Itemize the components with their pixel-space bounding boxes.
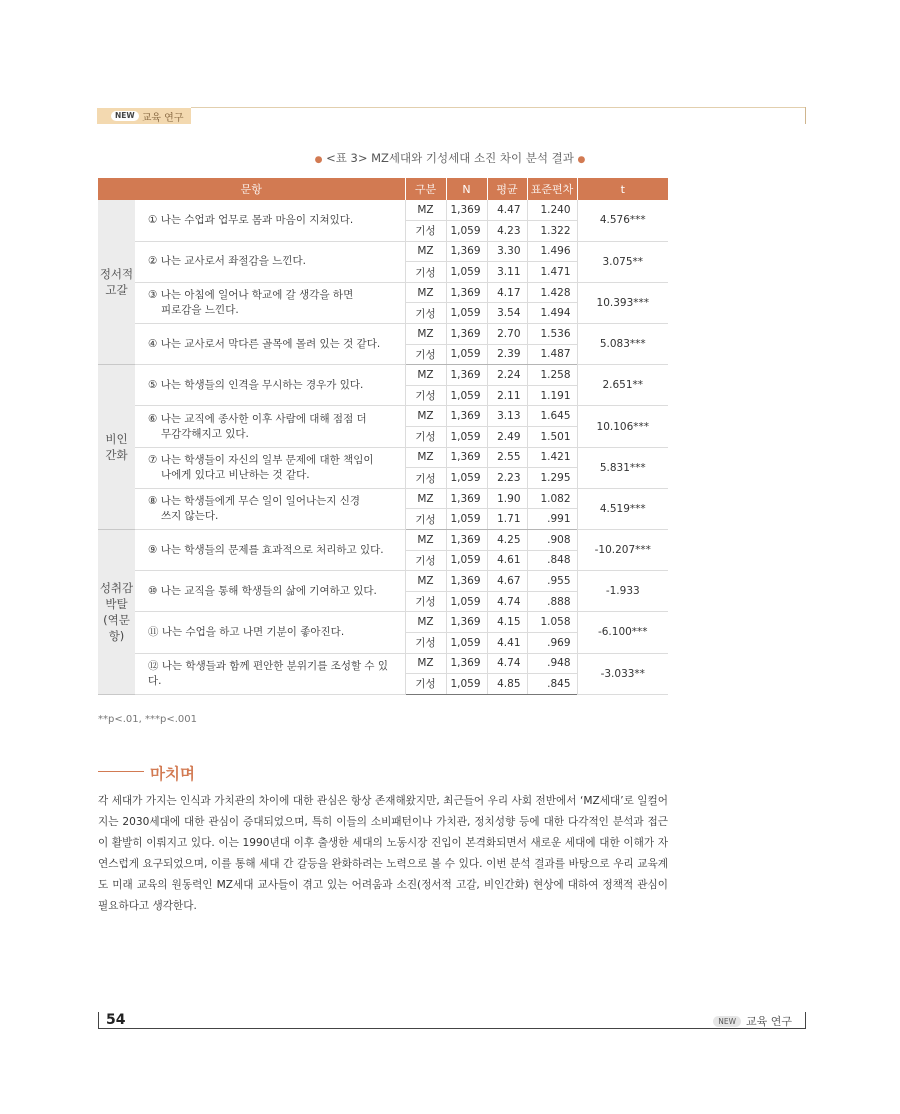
page-number: 54 — [106, 1012, 126, 1028]
footer-brand — [713, 1013, 792, 1029]
cell-n: 1,059 — [446, 509, 487, 530]
cell-mean: 1.71 — [487, 509, 527, 530]
cell-sd: 1.421 — [527, 447, 577, 468]
cell-group: MZ — [405, 241, 446, 262]
footer-rule — [98, 1028, 806, 1029]
table-row — [98, 447, 668, 468]
significance-note: **p<.01, ***p<.001 — [98, 714, 197, 725]
cell-group: MZ — [405, 530, 446, 551]
group-label-line: 박탈 — [105, 596, 128, 611]
table-row — [98, 571, 668, 592]
header-rule — [191, 107, 805, 108]
cell-group: MZ — [405, 571, 446, 592]
cell-group: 기성 — [405, 221, 446, 242]
cell-t: -1.933 — [577, 571, 668, 612]
header-label: 교육 연구 — [141, 112, 184, 124]
group-label-line: 간화 — [105, 448, 128, 463]
burnout-table — [98, 178, 668, 695]
table-row — [98, 200, 668, 221]
caption-text: <표 3> MZ세대와 기성세대 소진 차이 분석 결과 — [326, 151, 574, 165]
cell-mean: 4.41 — [487, 632, 527, 653]
new-badge: NEW — [111, 111, 139, 121]
cell-n: 1,369 — [446, 530, 487, 551]
cell-mean: 2.70 — [487, 324, 527, 345]
item-text — [135, 200, 405, 241]
cell-mean: 2.11 — [487, 385, 527, 406]
header-t: t — [577, 178, 668, 200]
cell-mean: 4.17 — [487, 282, 527, 303]
cell-group: MZ — [405, 447, 446, 468]
group-label — [98, 200, 135, 365]
cell-n: 1,369 — [446, 282, 487, 303]
cell-mean: 3.54 — [487, 303, 527, 324]
cell-n: 1,059 — [446, 550, 487, 571]
item-text-line: ⑫ 나는 학생들과 함께 편안한 분위기를 조성할 수 있다. — [148, 659, 389, 687]
cell-group: MZ — [405, 653, 446, 674]
cell-mean: 4.23 — [487, 221, 527, 242]
cell-t: 10.106*** — [577, 406, 668, 447]
table-row — [98, 530, 668, 551]
item-text — [135, 488, 405, 529]
group-label-line: 고갈 — [105, 283, 128, 298]
cell-group: MZ — [405, 324, 446, 345]
item-text-line: ⑥ 나는 교직에 종사한 이후 사람에 대해 점점 더 — [148, 412, 367, 425]
item-text-line: ⑦ 나는 학생들이 자신의 일부 문제에 대한 책임이 — [148, 453, 374, 466]
cell-t: 2.651** — [577, 365, 668, 406]
group-label-line: (역문항) — [103, 612, 130, 643]
cell-mean: 2.24 — [487, 365, 527, 386]
cell-group: 기성 — [405, 262, 446, 283]
cell-t: 4.519*** — [577, 488, 668, 529]
item-text — [135, 324, 405, 365]
cell-mean: 4.25 — [487, 530, 527, 551]
cell-group: MZ — [405, 282, 446, 303]
cell-group: 기성 — [405, 427, 446, 448]
cell-group: 기성 — [405, 344, 446, 365]
item-text-line: ③ 나는 아침에 일어나 학교에 갈 생각을 하면 — [148, 288, 354, 301]
table-row — [98, 653, 668, 674]
cell-t: 5.083*** — [577, 324, 668, 365]
cell-n: 1,369 — [446, 406, 487, 427]
table-row — [98, 241, 668, 262]
table-row — [98, 406, 668, 427]
cell-sd: .888 — [527, 591, 577, 612]
cell-sd: 1.496 — [527, 241, 577, 262]
cell-n: 1,059 — [446, 262, 487, 283]
cell-sd: 1.191 — [527, 385, 577, 406]
cell-n: 1,059 — [446, 468, 487, 489]
item-text — [135, 365, 405, 406]
cell-mean: 4.67 — [487, 571, 527, 592]
cell-mean: 4.15 — [487, 612, 527, 633]
item-text-line: ⑨ 나는 학생들의 문제를 효과적으로 처리하고 있다. — [148, 543, 384, 556]
cell-sd: 1.428 — [527, 282, 577, 303]
table-caption — [0, 150, 900, 166]
header-sd: 표준편차 — [527, 178, 577, 200]
cell-sd: 1.494 — [527, 303, 577, 324]
cell-mean: 4.61 — [487, 550, 527, 571]
cell-n: 1,059 — [446, 303, 487, 324]
header-item: 문항 — [98, 178, 405, 200]
bullet-icon: ● — [314, 155, 323, 165]
cell-n: 1,059 — [446, 632, 487, 653]
cell-group: 기성 — [405, 303, 446, 324]
section-rule — [98, 771, 144, 772]
table-row — [98, 365, 668, 386]
item-text-line: ④ 나는 교사로서 막다른 골목에 몰려 있는 것 같다. — [148, 337, 381, 350]
group-label — [98, 365, 135, 530]
group-label-line: 비인 — [105, 432, 128, 447]
cell-sd: .991 — [527, 509, 577, 530]
cell-sd: 1.471 — [527, 262, 577, 283]
cell-n: 1,369 — [446, 365, 487, 386]
cell-n: 1,059 — [446, 674, 487, 695]
cell-group: 기성 — [405, 632, 446, 653]
cell-n: 1,059 — [446, 385, 487, 406]
new-badge: NEW — [713, 1016, 741, 1027]
item-text — [135, 447, 405, 488]
item-text-line: ⑤ 나는 학생들의 인격을 무시하는 경우가 있다. — [148, 378, 364, 391]
cell-sd: 1.058 — [527, 612, 577, 633]
item-text-line: 나에게 있다고 비난하는 것 같다. — [161, 468, 310, 481]
cell-sd: 1.295 — [527, 468, 577, 489]
cell-group: 기성 — [405, 674, 446, 695]
item-text-line: ⑪ 나는 수업을 하고 나면 기분이 좋아진다. — [148, 625, 345, 638]
cell-n: 1,059 — [446, 221, 487, 242]
table-body — [98, 200, 668, 694]
table-row — [98, 488, 668, 509]
item-text-line: ① 나는 수업과 업무로 몸과 마음이 지쳐있다. — [148, 213, 354, 226]
item-text-line: ② 나는 교사로서 좌절감을 느낀다. — [148, 255, 306, 268]
cell-group: 기성 — [405, 550, 446, 571]
cell-t: -3.033** — [577, 653, 668, 694]
group-label-line: 성취감 — [99, 580, 134, 595]
cell-n: 1,369 — [446, 241, 487, 262]
cell-sd: .969 — [527, 632, 577, 653]
cell-mean: 2.55 — [487, 447, 527, 468]
cell-sd: .955 — [527, 571, 577, 592]
item-text — [135, 530, 405, 571]
cell-n: 1,369 — [446, 653, 487, 674]
item-text — [135, 282, 405, 323]
cell-t: 5.831*** — [577, 447, 668, 488]
item-text-line: 무감각해지고 있다. — [161, 427, 249, 440]
cell-n: 1,369 — [446, 571, 487, 592]
cell-sd: 1.258 — [527, 365, 577, 386]
item-text-line: ⑧ 나는 학생들에게 무슨 일이 일어나는지 신경 — [148, 494, 361, 507]
table-header-row — [98, 178, 668, 200]
cell-sd: 1.082 — [527, 488, 577, 509]
cell-sd: 1.645 — [527, 406, 577, 427]
section-title: 마치며 — [150, 765, 195, 783]
item-text-line: 피로감을 느낀다. — [161, 303, 239, 316]
cell-sd: .845 — [527, 674, 577, 695]
cell-group: MZ — [405, 612, 446, 633]
footer-label: 교육 연구 — [745, 1015, 792, 1028]
cell-n: 1,369 — [446, 488, 487, 509]
cell-sd: 1.487 — [527, 344, 577, 365]
cell-sd: .948 — [527, 653, 577, 674]
cell-group: MZ — [405, 406, 446, 427]
footer-edge-left — [98, 1012, 99, 1028]
cell-mean: 3.30 — [487, 241, 527, 262]
cell-t: -10.207*** — [577, 530, 668, 571]
cell-mean: 3.11 — [487, 262, 527, 283]
group-label — [98, 530, 135, 695]
cell-group: 기성 — [405, 509, 446, 530]
header-group: 구분 — [405, 178, 446, 200]
item-text — [135, 612, 405, 653]
cell-group: 기성 — [405, 468, 446, 489]
cell-group: 기성 — [405, 591, 446, 612]
cell-mean: 4.85 — [487, 674, 527, 695]
cell-mean: 4.47 — [487, 200, 527, 221]
cell-n: 1,369 — [446, 324, 487, 345]
cell-n: 1,059 — [446, 427, 487, 448]
cell-t: -6.100*** — [577, 612, 668, 653]
cell-mean: 1.90 — [487, 488, 527, 509]
cell-group: MZ — [405, 488, 446, 509]
cell-group: 기성 — [405, 385, 446, 406]
cell-mean: 4.74 — [487, 591, 527, 612]
item-text — [135, 406, 405, 447]
cell-mean: 2.49 — [487, 427, 527, 448]
bullet-icon: ● — [577, 155, 586, 165]
cell-mean: 2.23 — [487, 468, 527, 489]
cell-group: MZ — [405, 365, 446, 386]
cell-mean: 2.39 — [487, 344, 527, 365]
cell-n: 1,369 — [446, 200, 487, 221]
footer-edge-right — [805, 1012, 806, 1028]
cell-n: 1,369 — [446, 612, 487, 633]
header-tag — [97, 108, 191, 124]
cell-n: 1,059 — [446, 591, 487, 612]
item-text — [135, 571, 405, 612]
cell-t: 3.075** — [577, 241, 668, 282]
cell-sd: 1.322 — [527, 221, 577, 242]
item-text-line: ⑩ 나는 교직을 통해 학생들의 삶에 기여하고 있다. — [148, 584, 377, 597]
cell-sd: .848 — [527, 550, 577, 571]
item-text — [135, 653, 405, 694]
cell-mean: 3.13 — [487, 406, 527, 427]
item-text-line: 쓰지 않는다. — [161, 509, 219, 522]
cell-sd: 1.501 — [527, 427, 577, 448]
cell-t: 4.576*** — [577, 200, 668, 241]
cell-t: 10.393*** — [577, 282, 668, 323]
header-edge — [805, 107, 806, 124]
header-mean: 평균 — [487, 178, 527, 200]
cell-sd: 1.240 — [527, 200, 577, 221]
section-paragraph: 각 세대가 가지는 인식과 가치관의 차이에 대한 관심은 항상 존재해왔지만, 최근들어 우리 사회 전반에서 ‘MZ세대’로 일컬어지는 2030세대에 대한 관심이 증대되었으며, 특히 이들의 소비패턴이나 가치관, 정치성향 등에 대한 다각적인 분석과 접근이 활발히 이뤄지고 있다. 이는 1990년대 이후 출생한 세대의 노동시장 진입이 본격화되면서 새로운 세대에 대한 이해가 자연스럽게 요구되었으며, 이를 통해 세대 간 갈등을 완화하려는 노력으로 볼 수 있다. 이번 분석 결과를 바탕으로 우리 교육계도 미래 교육의 원동력인 MZ세대 교사들이 겪고 있는 어려움과 소진(정서적 고갈, 비인간화) 현상에 대하여 정책적 관심이 필요하다고 생각한다. — [98, 795, 668, 912]
cell-sd: .908 — [527, 530, 577, 551]
table-row — [98, 324, 668, 345]
table-row — [98, 612, 668, 633]
table-row — [98, 282, 668, 303]
cell-group: MZ — [405, 200, 446, 221]
header-n: N — [446, 178, 487, 200]
cell-n: 1,059 — [446, 344, 487, 365]
cell-mean: 4.74 — [487, 653, 527, 674]
cell-n: 1,369 — [446, 447, 487, 468]
cell-sd: 1.536 — [527, 324, 577, 345]
group-label-line: 정서적 — [99, 267, 134, 282]
item-text — [135, 241, 405, 282]
